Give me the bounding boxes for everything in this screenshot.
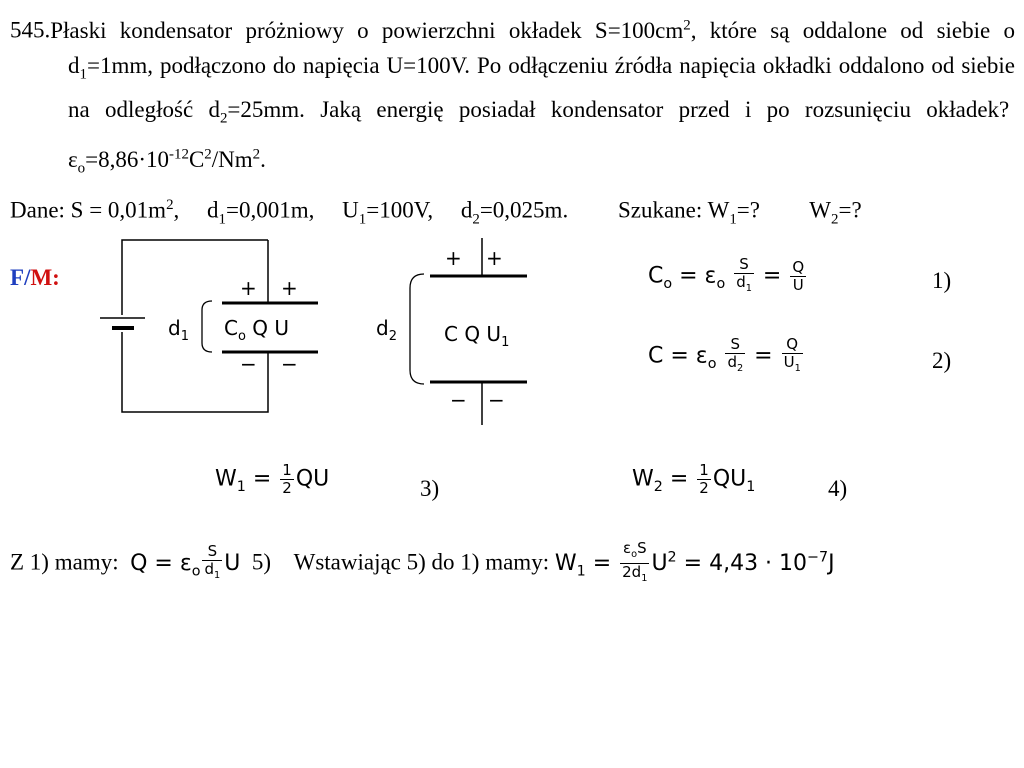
eq1-number: 1) [932, 268, 952, 293]
eq3-number: 3) [420, 476, 440, 501]
equation-2: $C = \varepsilon_o$ $\frac{S}{d_2}$ = $\frac{Q}{U_1}$ [648, 335, 801, 374]
circuit-diagram [0, 230, 600, 430]
c1-minus-right: − [281, 352, 298, 376]
equation-1: $C_o = \varepsilon_o$ $\frac{S}{d_1}$ = $\frac{Q}{U}$ [648, 255, 805, 294]
c1-minus-left: − [240, 352, 257, 376]
problem-text: Płaski kondensator próżniowy o powierzchni okładek $S=100cm^2$, które są oddalone od siebie o $d_1=1mm$, podłączono do napięcia U=100V. Po odłączeniu źródła napięcia okładki oddalono od siebie na odległość $d_2=25mm$. Jaką energię posiadał kondensator przed i po rozsunięciu okładek? $\varepsilon_o=8,86\cdot 10^{-12}C^2/Nm^2$. [50, 17, 1016, 177]
eq4-number: 4) [828, 476, 848, 501]
given-U1: =100V, [366, 197, 434, 223]
c2-plus-left: + [445, 246, 462, 270]
derivation-line: Z 1) mamy: $Q = \varepsilon_o$ $\frac{S}{d_1}$ U 5) Wstawiając 5) do 1) mamy: $W_1$ = $\frac{\varepsilon_oS}{2d_1}$ $U^2 = 4,43 \cdot 10^{-7}J$ [10, 539, 835, 584]
eq2-number: 2) [932, 348, 952, 373]
c2-plus-right: + [486, 246, 503, 270]
c2-minus-left: − [450, 388, 467, 412]
c2-d2-label: $d_2$ [376, 316, 397, 344]
c1-plus-left: + [240, 276, 257, 300]
c1-inner-label: $C_o$ Q U [224, 316, 290, 344]
fm-label: F/M: [10, 265, 60, 290]
sought-w2: =? [838, 197, 862, 223]
sought-label: Szukane: W [617, 197, 730, 223]
given-label: Dane: [10, 197, 65, 223]
given-d2: =0,025m. [479, 197, 569, 223]
c1-d1-label: $d_1$ [168, 316, 189, 344]
sought-w1: =? [736, 197, 760, 223]
brace-d2 [410, 274, 424, 384]
c1-plus-right: + [281, 276, 298, 300]
problem-statement [10, 8, 1015, 186]
given-d1: =0,001m, [226, 197, 315, 223]
c2-inner-label: C Q $U_1$ [444, 322, 510, 350]
equation-4: $W_2$ = $\frac{1}{2}$ $QU_1$ [632, 461, 756, 497]
brace-d1 [202, 301, 212, 352]
c2-minus-right: − [488, 388, 505, 412]
given-line: Dane: $S = 0,01m^2$, $d_1=0,001m$, $U_1=100V$, $d_2=0,025m$. Szukane: $W_1=$? $W_2=$? [10, 197, 862, 228]
given-S: S = 0,01m [70, 197, 167, 223]
problem-number: 545. [10, 17, 51, 43]
equation-3: $W_1$ = $\frac{1}{2}$ QU [215, 461, 330, 497]
